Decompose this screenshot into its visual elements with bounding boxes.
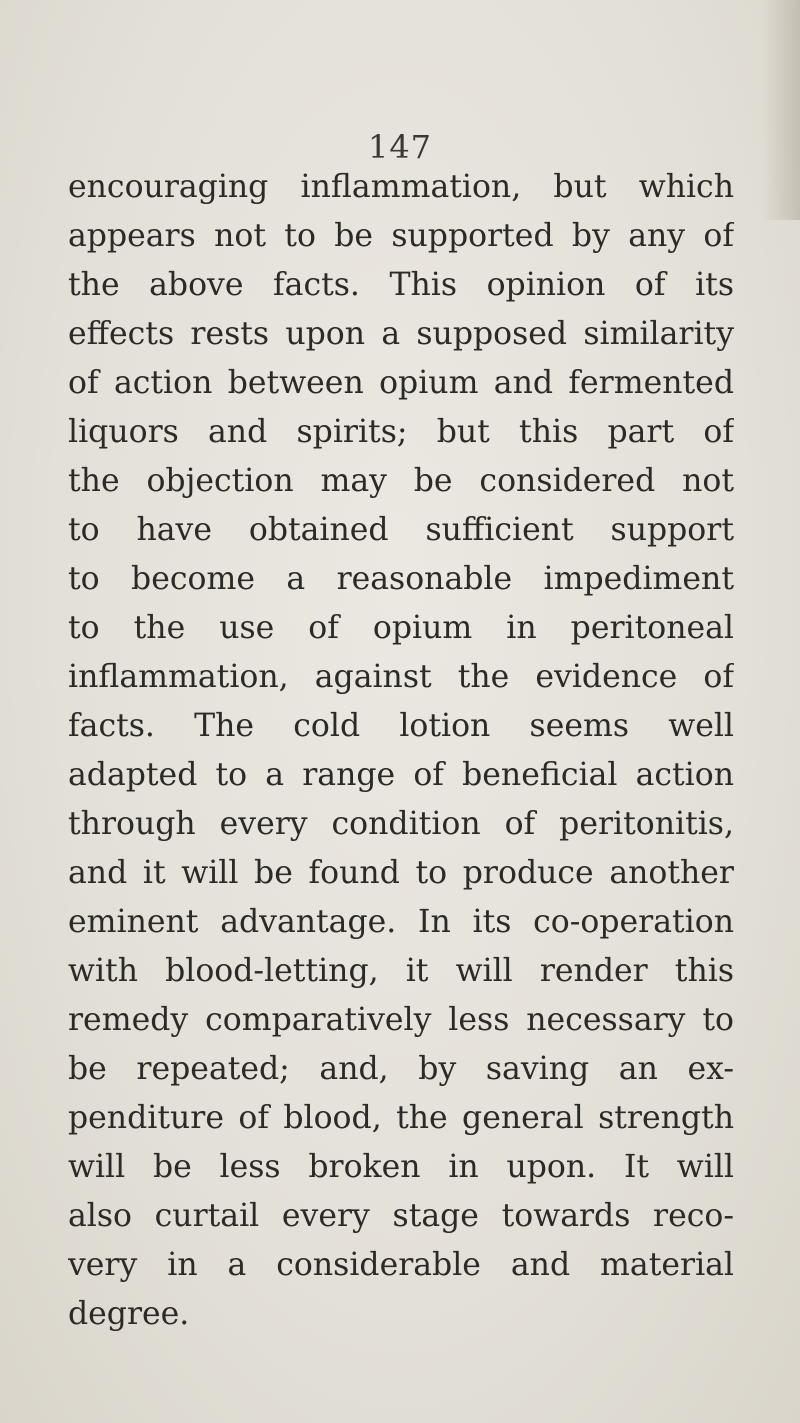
page-edge-shadow (762, 0, 800, 220)
text-line: the above facts. This opinion of its (68, 267, 734, 303)
page-number: 147 (367, 128, 433, 166)
text-line: the objection may be considered not (68, 463, 734, 499)
text-line: remedy comparatively less necessary to (68, 1002, 734, 1038)
text-line: effects rests upon a supposed similarity (68, 316, 734, 352)
text-line: degree. (68, 1296, 190, 1332)
text-line: eminent advantage. In its co-operation (68, 904, 734, 940)
text-line: to have obtained sufficient support (68, 512, 734, 548)
text-line: appears not to be supported by any of (68, 218, 734, 254)
text-line: encouraging inflammation, but which (68, 169, 734, 205)
text-line: and it will be found to produce another (68, 855, 734, 891)
text-line: liquors and spirits; but this part of (68, 414, 734, 450)
text-line: will be less broken in upon. It will (68, 1149, 734, 1185)
text-line: to the use of opium in peritoneal (68, 610, 734, 646)
text-line: adapted to a range of beneficial action (68, 757, 734, 793)
text-line: very in a considerable and material (68, 1247, 734, 1283)
text-line: be repeated; and, by saving an ex- (68, 1051, 734, 1087)
text-line: with blood-letting, it will render this (68, 953, 734, 989)
body-text (68, 163, 734, 1339)
text-line: through every condition of peritonitis, (68, 806, 734, 842)
text-line: to become a reasonable impediment (68, 561, 734, 597)
text-line: penditure of blood, the general strength (68, 1100, 734, 1136)
text-line: of action between opium and fermented (68, 365, 734, 401)
text-line: facts. The cold lotion seems well (68, 708, 734, 744)
text-line: inflammation, against the evidence of (68, 659, 734, 695)
text-line: also curtail every stage towards reco- (68, 1198, 734, 1234)
